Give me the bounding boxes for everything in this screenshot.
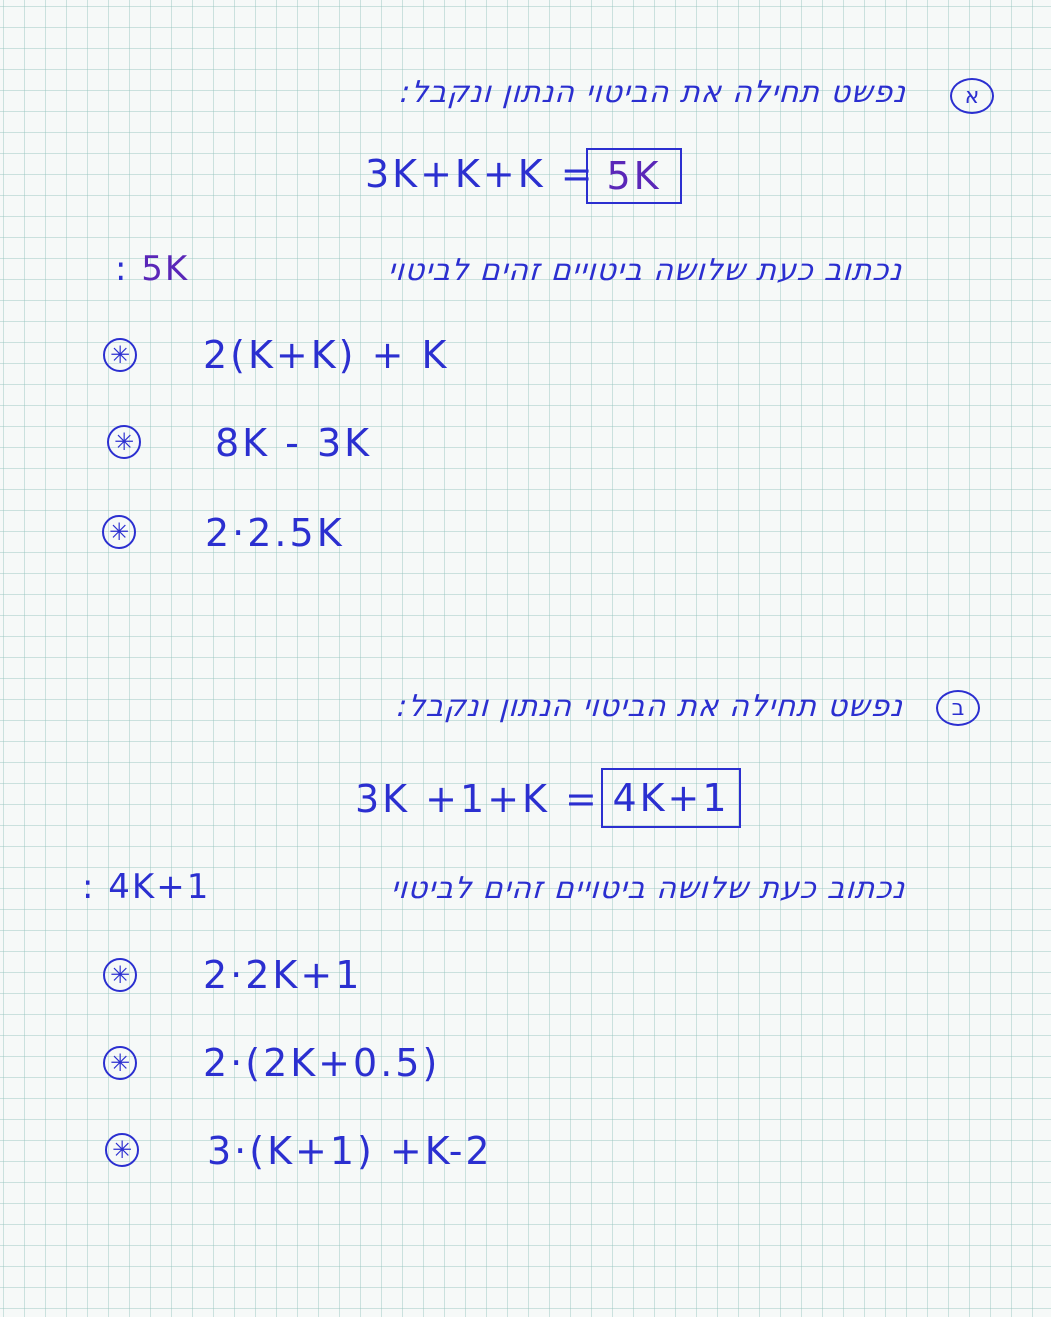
part-b-bullet-1-icon [103,958,137,992]
part-b-write-target-line [82,867,211,907]
asterisk-icon: ✳ [109,961,131,989]
part-a-bullet-1-icon [103,338,137,372]
part-b-marker-letter: ב [951,695,965,721]
part-a-example-1: 2(K+K) + K [203,333,450,377]
part-b-marker [936,690,980,726]
part-b-example-1: 2·2K+1 [203,953,363,997]
part-b-result-box [601,768,741,828]
part-b-intro: נפשט תחילה את הביטוי הנתון ונקבל: [395,689,905,724]
asterisk-icon: ✳ [109,341,131,369]
part-a-bullet-3-icon [102,515,136,549]
part-a-marker-letter: א [964,83,980,109]
part-a-write-target-line [115,249,190,289]
part-a-write-target: 5K [141,249,190,289]
part-a-write-colon: : [115,249,129,289]
part-a-intro: נפשט תחילה את הביטוי הנתון ונקבל: [398,75,908,110]
part-b-bullet-2-icon [103,1046,137,1080]
asterisk-icon: ✳ [108,518,130,546]
part-b-example-2: 2·(2K+0.5) [203,1041,441,1085]
part-b-bullet-3-icon [105,1133,139,1167]
part-a-marker [950,78,994,114]
asterisk-icon: ✳ [113,428,135,456]
part-b-write-line: נכתוב כעת שלושה ביטויים זהים לביטוי [390,871,908,906]
part-a-example-2: 8K - 3K [215,421,373,465]
part-b-equation: 3K +1+K = [355,777,600,821]
part-a-result: 5K [606,154,662,198]
part-a-result-box [586,148,682,204]
part-b-write-colon: : [82,867,96,907]
part-b-example-3: 3·(K+1) +K-2 [207,1129,493,1173]
asterisk-icon: ✳ [111,1136,133,1164]
part-a-equation: 3K+K+K = [365,152,596,196]
part-a-bullet-2-icon [107,425,141,459]
part-a-example-3: 2·2.5K [205,511,345,555]
asterisk-icon: ✳ [109,1049,131,1077]
part-a-write-line: נכתוב כעת שלושה ביטויים זהים לביטוי [387,253,905,288]
part-b-write-target: 4K+1 [108,867,211,907]
part-b-result: 4K+1 [612,776,730,820]
